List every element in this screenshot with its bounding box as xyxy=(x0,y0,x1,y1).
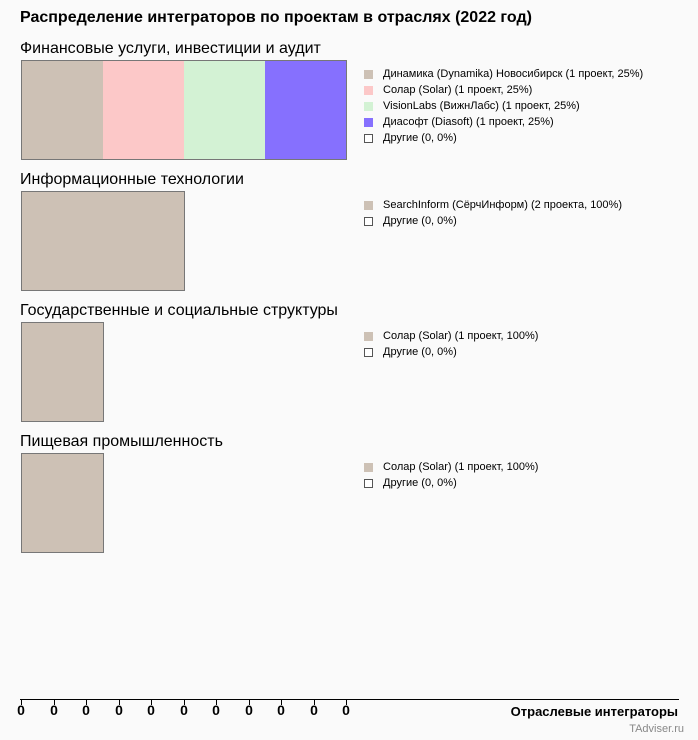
industry-title: Информационные технологии xyxy=(20,171,244,188)
stacked-bar xyxy=(21,453,104,553)
legend-label: Солар (Solar) (1 проект, 25%) xyxy=(383,84,533,96)
legend-swatch xyxy=(364,332,373,341)
legend-item xyxy=(364,475,538,491)
legend-item xyxy=(364,130,643,146)
industry-title: Финансовые услуги, инвестиции и аудит xyxy=(20,40,321,57)
x-tick-label: 0 xyxy=(212,702,220,718)
industry-title: Государственные и социальные структуры xyxy=(20,302,338,319)
legend-label: Солар (Solar) (1 проект, 100%) xyxy=(383,330,539,342)
legend-swatch xyxy=(364,348,373,357)
legend-label: Диасофт (Diasoft) (1 проект, 25%) xyxy=(383,116,554,128)
bar-segment xyxy=(22,323,103,421)
legend-item xyxy=(364,98,643,114)
legend-item xyxy=(364,197,622,213)
x-tick-label: 0 xyxy=(82,702,90,718)
legend-item xyxy=(364,328,538,344)
legend-item xyxy=(364,213,622,229)
bar-segment xyxy=(22,454,103,552)
legend-item xyxy=(364,344,538,360)
legend-swatch xyxy=(364,463,373,472)
legend xyxy=(364,459,538,491)
legend-label: Другие (0, 0%) xyxy=(383,477,457,489)
legend-item xyxy=(364,114,643,130)
industry-group xyxy=(0,40,698,171)
legend-swatch xyxy=(364,201,373,210)
bar-segment xyxy=(265,61,346,159)
x-tick-label: 0 xyxy=(50,702,58,718)
legend-swatch xyxy=(364,134,373,143)
x-tick-label: 0 xyxy=(277,702,285,718)
industry-group xyxy=(0,302,698,433)
stacked-bar xyxy=(21,322,104,422)
legend-label: Другие (0, 0%) xyxy=(383,132,457,144)
source-credit: TAdviser.ru xyxy=(629,723,684,735)
x-tick-label: 0 xyxy=(17,702,25,718)
x-tick-label: 0 xyxy=(115,702,123,718)
x-tick-label: 0 xyxy=(342,702,350,718)
legend-item xyxy=(364,82,643,98)
x-tick-label: 0 xyxy=(180,702,188,718)
legend xyxy=(364,328,538,360)
legend-item xyxy=(364,459,538,475)
x-tick-label: 0 xyxy=(147,702,155,718)
legend-swatch xyxy=(364,217,373,226)
legend-label: VisionLabs (ВижнЛабс) (1 проект, 25%) xyxy=(383,100,580,112)
legend-label: SearchInform (СёрчИнформ) (2 проекта, 100%) xyxy=(383,199,622,211)
legend-swatch xyxy=(364,70,373,79)
bar-segment xyxy=(103,61,184,159)
legend-swatch xyxy=(364,86,373,95)
bar-segment xyxy=(22,61,103,159)
legend-item xyxy=(364,66,643,82)
bar-segment xyxy=(184,61,265,159)
x-tick-label: 0 xyxy=(245,702,253,718)
stacked-bar xyxy=(21,191,185,291)
industry-group xyxy=(0,433,698,564)
legend-swatch xyxy=(364,118,373,127)
legend-label: Другие (0, 0%) xyxy=(383,215,457,227)
legend xyxy=(364,66,643,146)
legend-label: Другие (0, 0%) xyxy=(383,346,457,358)
industry-title: Пищевая промышленность xyxy=(20,433,223,450)
stacked-bar xyxy=(21,60,347,160)
x-tick-label: 0 xyxy=(310,702,318,718)
legend xyxy=(364,197,622,229)
bar-segment xyxy=(22,192,184,290)
industry-group xyxy=(0,171,698,302)
legend-label: Солар (Solar) (1 проект, 100%) xyxy=(383,461,539,473)
chart-title: Распределение интеграторов по проектам в отраслях (2022 год) xyxy=(20,9,532,26)
legend-swatch xyxy=(364,102,373,111)
legend-label: Динамика (Dynamika) Новосибирск (1 проект, 25%) xyxy=(383,68,644,80)
legend-swatch xyxy=(364,479,373,488)
x-axis-title: Отраслевые интеграторы xyxy=(510,704,678,719)
